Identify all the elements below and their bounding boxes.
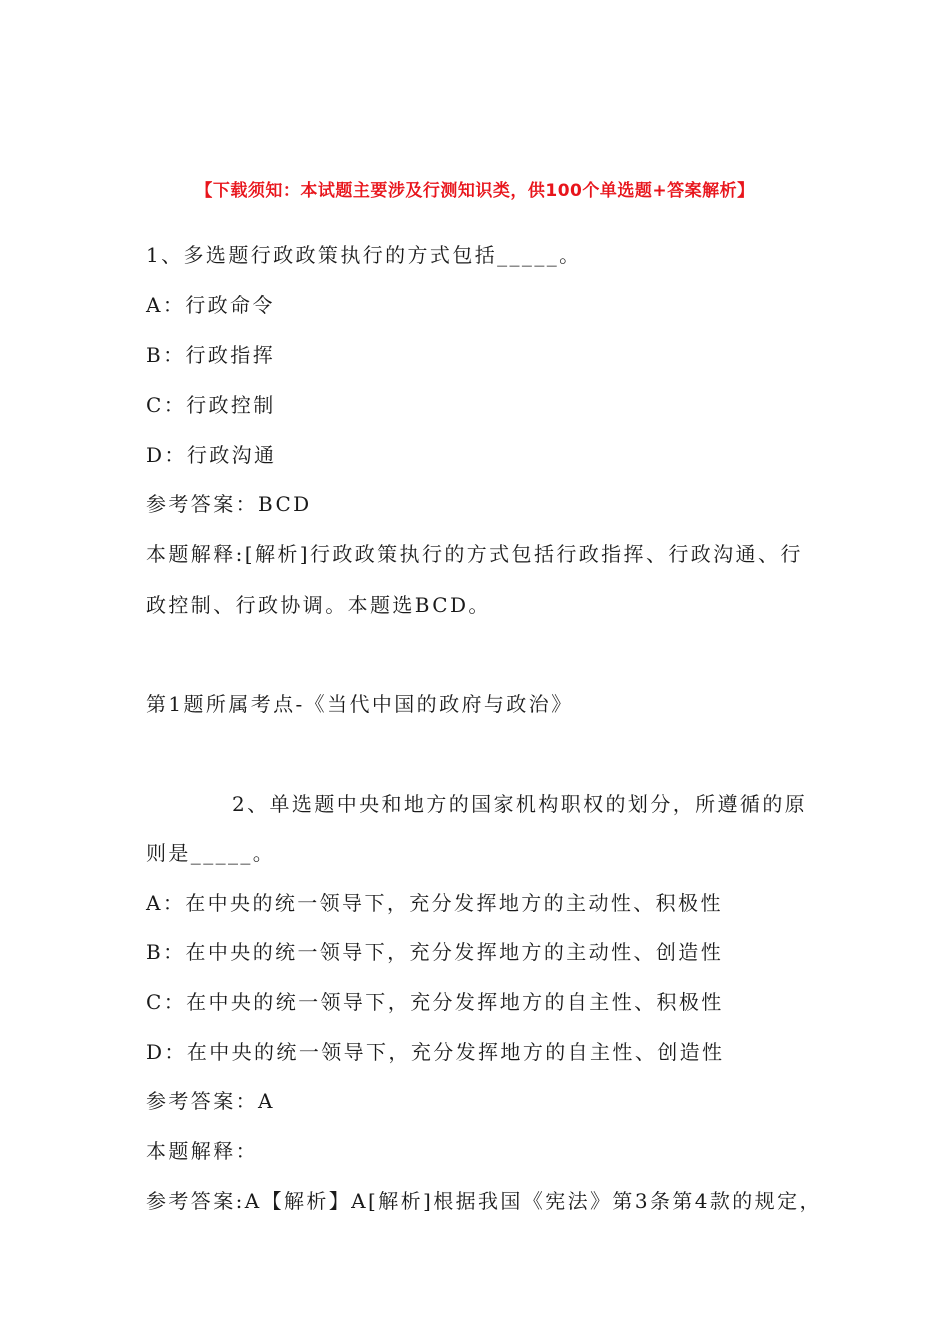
question-1-option-c: C：行政控制: [146, 393, 276, 417]
question-2-option-b: B：在中央的统一领导下，充分发挥地方的主动性、创造性: [146, 940, 724, 964]
download-notice: 【下载须知：本试题主要涉及行测知识类，供100个单选题+答案解析】: [195, 181, 755, 201]
question-2-option-c: C：在中央的统一领导下，充分发挥地方的自主性、积极性: [146, 990, 724, 1014]
question-1-stem: 1、多选题行政政策执行的方式包括_____。: [146, 243, 582, 267]
question-2-stem-line-2: 则是_____。: [146, 841, 276, 865]
question-1-topic: 第1题所属考点-《当代中国的政府与政治》: [146, 692, 574, 716]
question-1-explanation-line-2: 政控制、行政协调。本题选BCD。: [146, 593, 491, 617]
question-2-answer: 参考答案：A: [146, 1089, 275, 1113]
question-1-option-b: B：行政指挥: [146, 343, 276, 367]
question-1-explanation-line-1: 本题解释:[解析]行政政策执行的方式包括行政指挥、行政沟通、行: [146, 542, 803, 566]
question-2-option-d: D：在中央的统一领导下，充分发挥地方的自主性、创造性: [146, 1040, 725, 1064]
question-1-answer: 参考答案：BCD: [146, 492, 312, 516]
question-2-explanation-line: 参考答案:A【解析】A[解析]根据我国《宪法》第3条第4款的规定，: [146, 1189, 822, 1213]
question-1-option-d: D：行政沟通: [146, 443, 277, 467]
question-2-option-a: A：在中央的统一领导下，充分发挥地方的主动性、积极性: [146, 891, 723, 915]
question-2-stem-line-1: 2、单选题中央和地方的国家机构职权的划分，所遵循的原: [232, 792, 808, 816]
question-1-option-a: A：行政命令: [146, 293, 275, 317]
question-2-explanation-label: 本题解释：: [146, 1139, 258, 1163]
